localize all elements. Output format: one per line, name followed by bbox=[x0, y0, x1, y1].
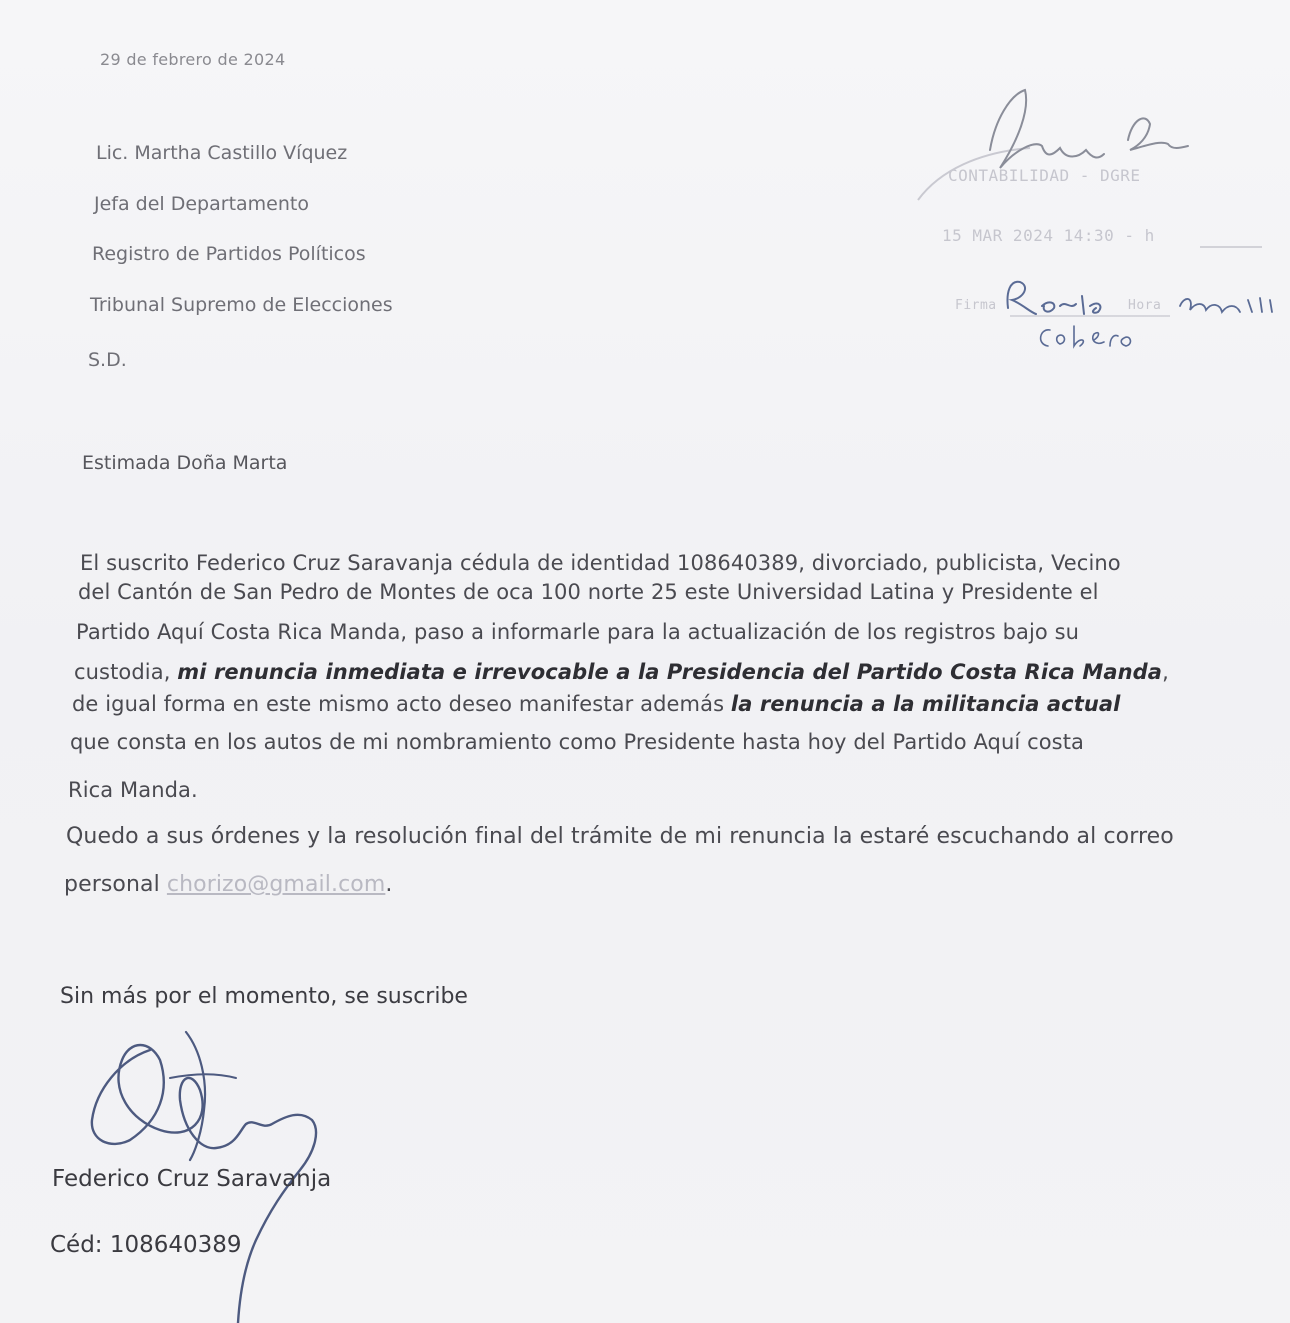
para2-line-2-pre: personal bbox=[64, 872, 160, 897]
recipient-department: Registro de Partidos Políticos bbox=[92, 243, 366, 265]
recipient-institution: Tribunal Supremo de Elecciones bbox=[90, 294, 393, 316]
body-line-6: que consta en los autos de mi nombramiento como Presidente hasta hoy del Partido Aquí costa bbox=[70, 730, 1085, 754]
recipient-title: Jefa del Departamento bbox=[94, 193, 309, 215]
stamp-line-1: CONTABILIDAD - DGRE bbox=[948, 166, 1141, 185]
para2-line-1: Quedo a sus órdenes y la resolución final del trámite de mi renuncia la estaré escuchando al correo bbox=[66, 824, 1174, 849]
body-line-4-post: , bbox=[1162, 660, 1169, 684]
body-line-5-pre: de igual forma en este mismo acto deseo manifestar además bbox=[72, 692, 725, 716]
resignation-statement: mi renuncia inmediata e irrevocable a la Presidencia del Partido Costa Rica Manda bbox=[177, 660, 1163, 684]
recipient-name: Lic. Martha Castillo Víquez bbox=[96, 142, 348, 164]
para2-line-2-post: . bbox=[385, 872, 393, 897]
signer-id: Céd: 108640389 bbox=[50, 1232, 242, 1258]
body-line-7: Rica Manda. bbox=[68, 778, 198, 802]
body-line-1: El suscrito Federico Cruz Saravanja cédula de identidad 108640389, divorciado, publicista, Vecino bbox=[80, 551, 1121, 575]
militancy-resignation: la renuncia a la militancia actual bbox=[730, 692, 1121, 716]
greeting: Estimada Doña Marta bbox=[82, 452, 288, 474]
closing-line: Sin más por el momento, se suscribe bbox=[60, 984, 468, 1009]
body-line-2: del Cantón de San Pedro de Montes de oca 100 norte 25 este Universidad Latina y Presidente el bbox=[78, 580, 1099, 604]
body-line-4-pre: custodia, bbox=[74, 660, 171, 684]
stamp-line-2: 15 MAR 2024 14:30 - h bbox=[942, 226, 1155, 245]
body-line-3: Partido Aquí Costa Rica Manda, paso a informarle para la actualización de los registros bajo su bbox=[76, 620, 1080, 644]
stamp-line-3-label-2: Hora bbox=[1128, 298, 1162, 313]
letter-date: 29 de febrero de 2024 bbox=[100, 50, 286, 69]
recipient-sd: S.D. bbox=[88, 349, 127, 371]
signer-name: Federico Cruz Saravanja bbox=[52, 1166, 332, 1192]
stamp-line-3-label: Firma bbox=[955, 298, 997, 313]
email-link[interactable]: chorizo@gmail.com bbox=[166, 872, 386, 897]
